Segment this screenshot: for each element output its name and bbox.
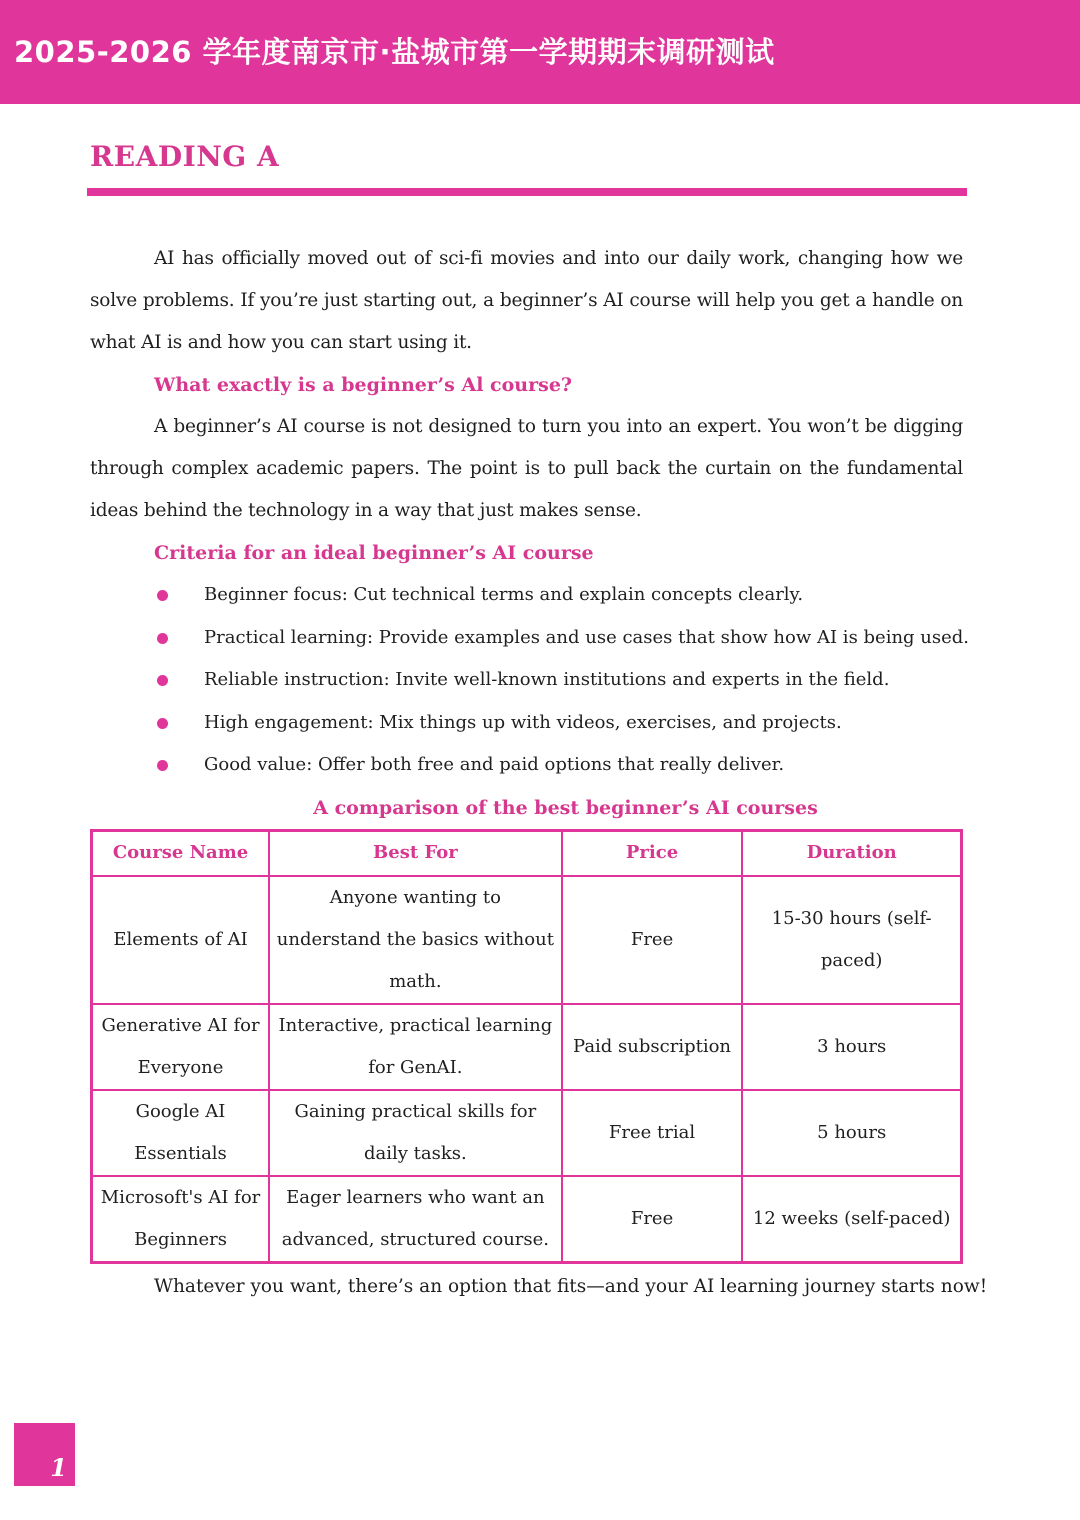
criteria-text: Good value: Offer both free and paid options that really deliver.	[204, 754, 785, 775]
cell-best-for: Anyone wanting to understand the basics without math.	[269, 876, 562, 1004]
table-caption: A comparison of the best beginner’s AI courses	[313, 796, 818, 819]
bullet-dot-icon	[157, 675, 168, 686]
cell-duration: 12 weeks (self-paced)	[742, 1176, 961, 1263]
criteria-item	[90, 702, 963, 745]
criteria-item	[90, 617, 970, 660]
bullet-dot-icon	[157, 760, 168, 771]
bullet-dot-icon	[157, 590, 168, 601]
subheading-what-is: What exactly is a beginner’s Al course?	[154, 374, 573, 396]
cell-price: Paid subscription	[562, 1004, 743, 1090]
article-body	[90, 238, 988, 1310]
cell-duration: 3 hours	[742, 1004, 961, 1090]
cell-best-for: Gaining practical skills for daily tasks.	[269, 1090, 562, 1176]
page-number-box	[14, 1423, 75, 1486]
cell-course-name: Google AI Essentials	[92, 1090, 270, 1176]
header-duration: Duration	[742, 830, 961, 876]
table-row	[92, 1004, 962, 1090]
subheading-criteria: Criteria for an ideal beginner’s AI course	[154, 542, 594, 564]
table-row	[92, 876, 962, 1004]
criteria-list	[90, 574, 970, 787]
header-course-name: Course Name	[92, 830, 270, 876]
section-divider	[87, 188, 967, 196]
criteria-item	[90, 744, 963, 787]
table-row	[92, 1176, 962, 1263]
exam-title: 2025-2026 学年度南京市·盐城市第一学期期末调研测试	[14, 35, 775, 69]
criteria-text: Practical learning: Provide examples and use cases that show how AI is being used.	[204, 626, 970, 648]
criteria-text: High engagement: Mix things up with videos, exercises, and projects.	[204, 711, 842, 733]
cell-best-for: Interactive, practical learning for GenAI.	[269, 1004, 562, 1090]
criteria-item	[90, 574, 963, 617]
header-bar	[0, 0, 1080, 104]
page-number: 1	[50, 1453, 67, 1482]
cell-course-name: Microsoft's AI for Beginners	[92, 1176, 270, 1263]
cell-best-for: Eager learners who want an advanced, structured course.	[269, 1176, 562, 1263]
header-best-for: Best For	[269, 830, 562, 876]
bullet-dot-icon	[157, 633, 168, 644]
intro-paragraph: AI has officially moved out of sci-fi movies and into our daily work, changing how we solve problems. If you’re just starting out, a beginner’s AI course will help you get a handle on what AI is and how you can start using it.	[90, 248, 963, 353]
closing-sentence: Whatever you want, there’s an option that fits—and your AI learning journey starts now!	[154, 1275, 988, 1297]
cell-duration: 5 hours	[742, 1090, 961, 1176]
criteria-text: Beginner focus: Cut technical terms and explain concepts clearly.	[204, 584, 804, 605]
bullet-dot-icon	[157, 718, 168, 729]
table-header-row	[92, 830, 962, 876]
table-row	[92, 1090, 962, 1176]
definition-paragraph: A beginner’s AI course is not designed to turn you into an expert. You won’t be digging through complex academic papers. The point is to pull back the curtain on the fundamental ideas behind the technology in a way that just makes sense.	[90, 416, 963, 521]
section-title: READING A	[90, 140, 280, 173]
criteria-item	[90, 659, 963, 702]
cell-duration: 15-30 hours (self-paced)	[742, 876, 961, 1004]
cell-course-name: Elements of AI	[92, 876, 270, 1004]
cell-price: Free	[562, 1176, 743, 1263]
criteria-text: Reliable instruction: Invite well-known institutions and experts in the field.	[204, 669, 890, 690]
cell-price: Free	[562, 876, 743, 1004]
cell-course-name: Generative AI for Everyone	[92, 1004, 270, 1090]
header-price: Price	[562, 830, 743, 876]
course-comparison-table	[90, 829, 963, 1264]
cell-price: Free trial	[562, 1090, 743, 1176]
